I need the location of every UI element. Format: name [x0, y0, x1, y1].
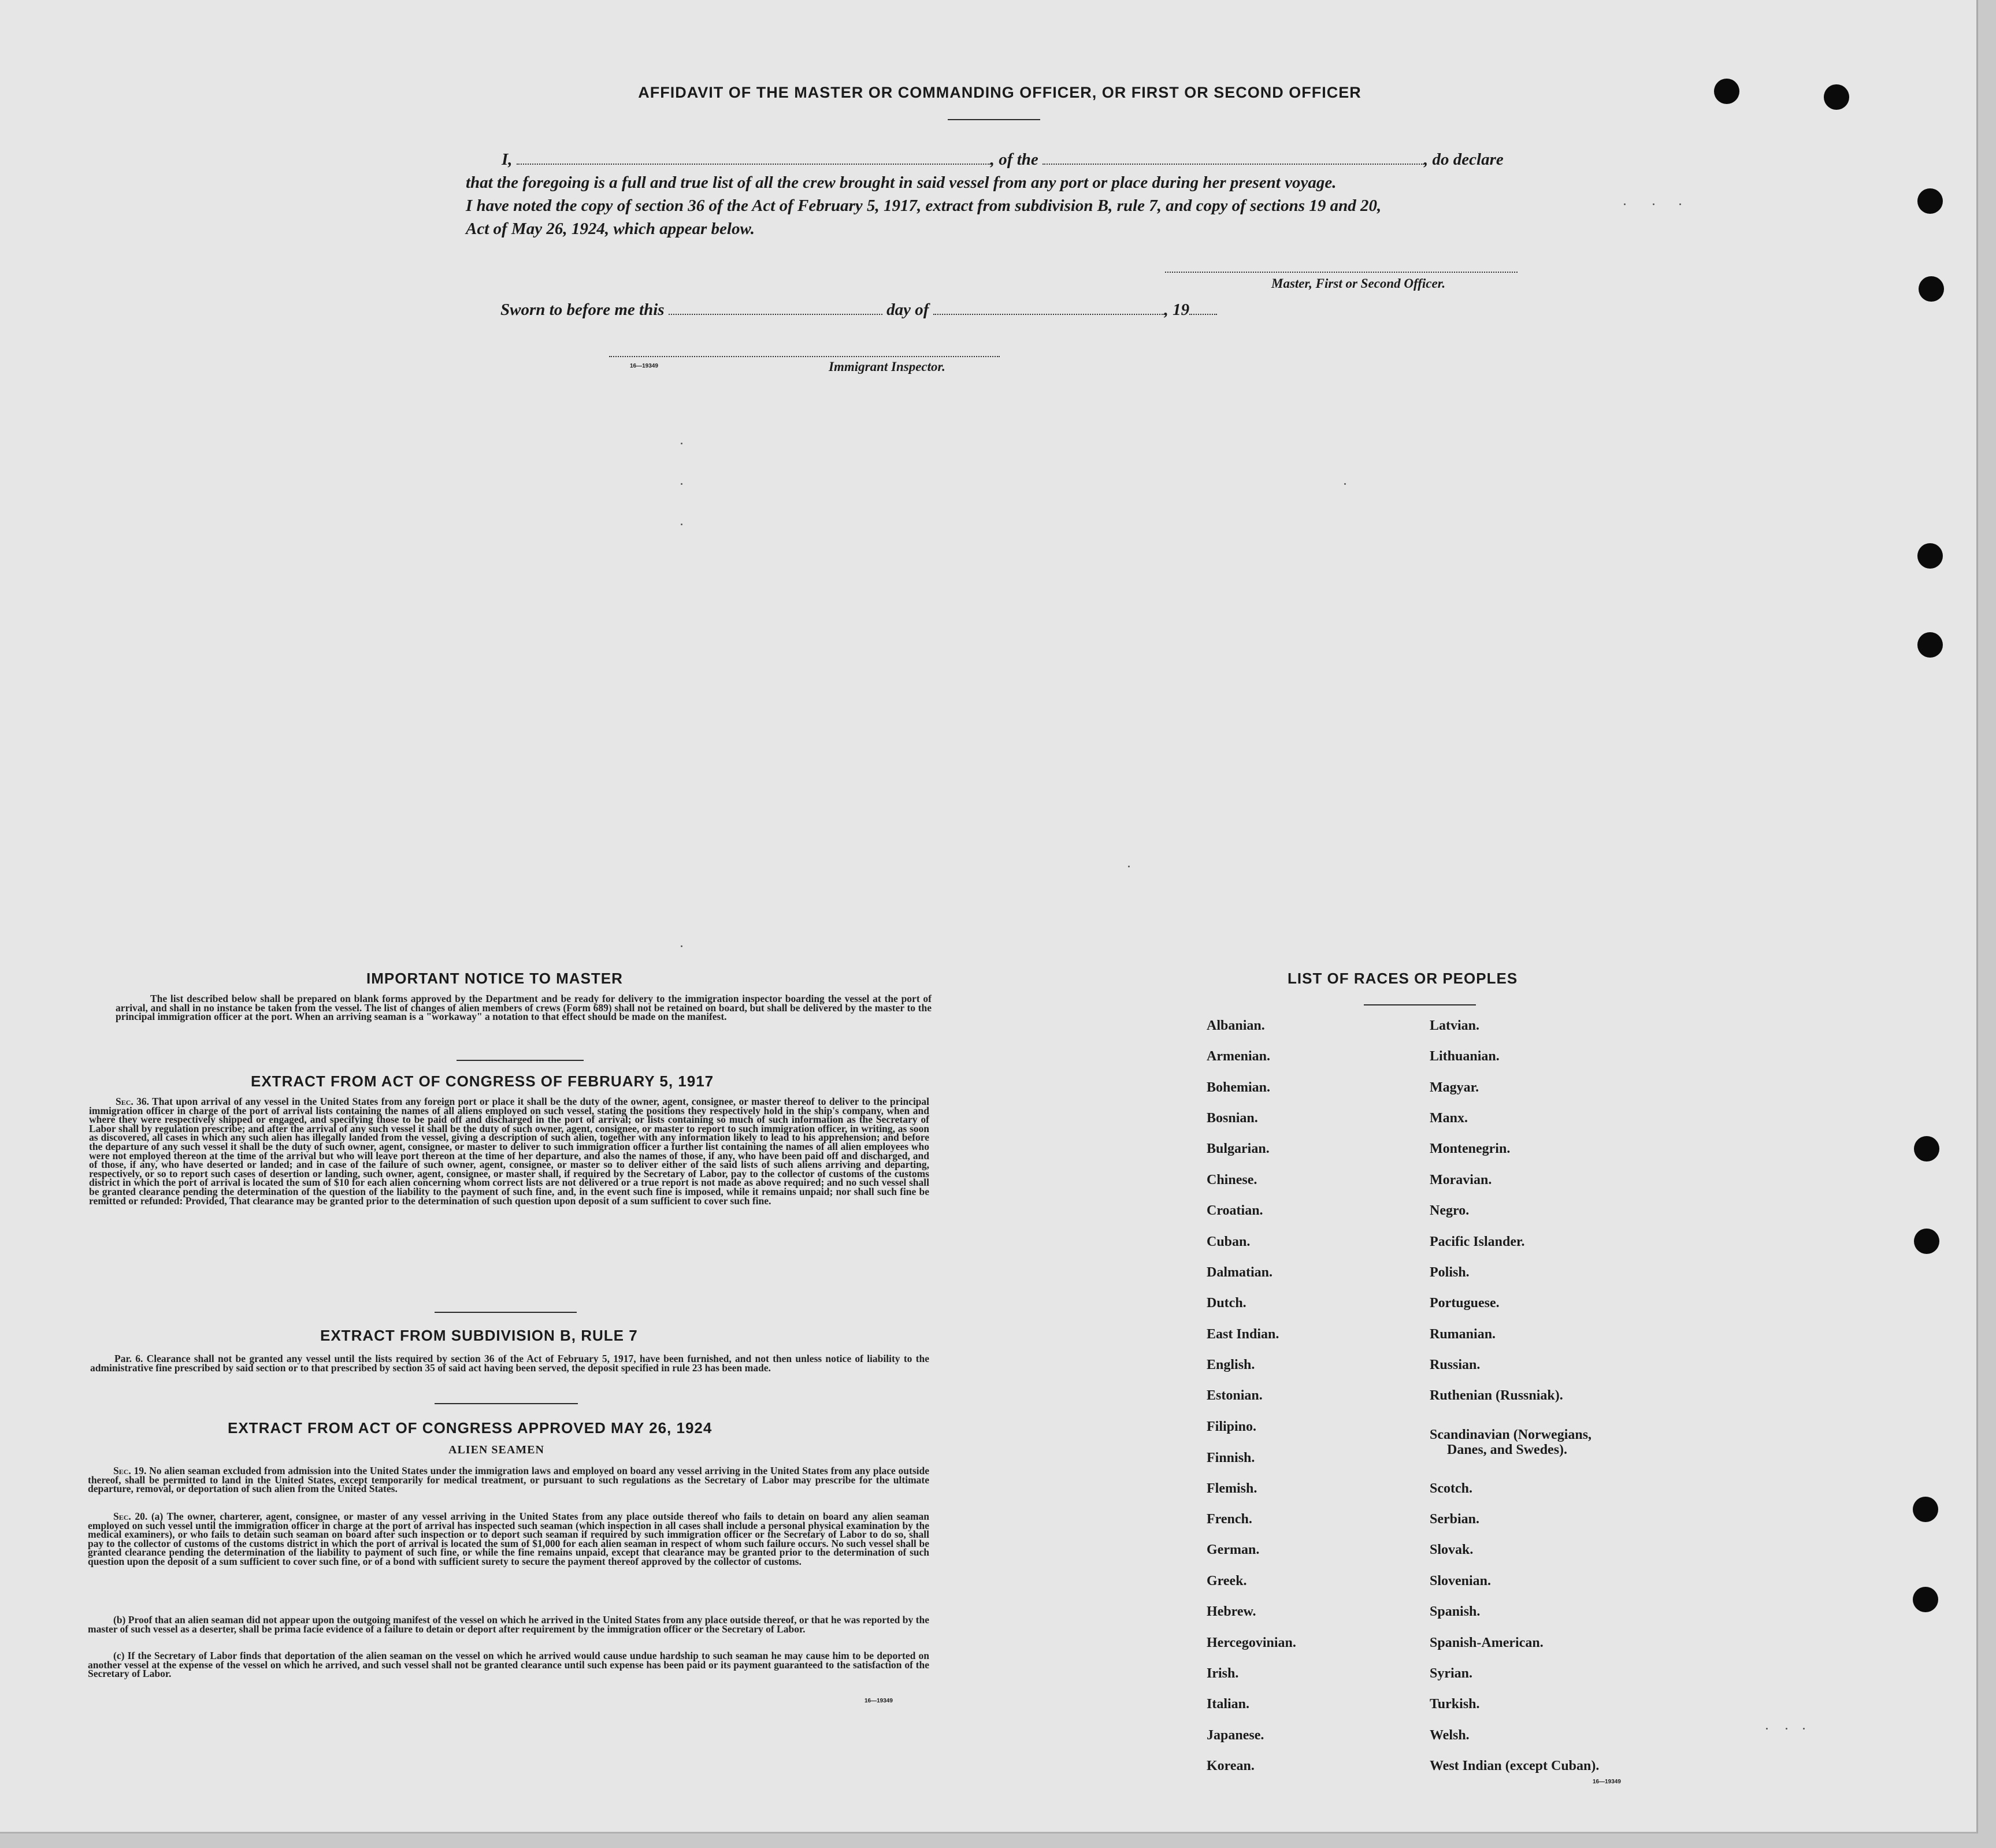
race-item: Negro.: [1430, 1203, 1470, 1218]
race-item: Scotch.: [1430, 1481, 1472, 1496]
race-item: Manx.: [1430, 1111, 1468, 1126]
sec-19-label: Sec. 19.: [113, 1465, 147, 1476]
race-item: Latvian.: [1430, 1018, 1480, 1033]
race-item: Albanian.: [1207, 1018, 1265, 1033]
race-item: Bulgarian.: [1207, 1141, 1270, 1156]
form-number: 16—19349: [865, 1698, 893, 1704]
race-item: Greek.: [1207, 1574, 1247, 1589]
race-item: Bosnian.: [1207, 1111, 1258, 1126]
punch-hole: [1917, 543, 1943, 569]
affidavit-line-3: I have noted the copy of section 36 of the Act of February 5, 1917, extract from subdivision B, rule 7, and copy of sections 19 and 20,: [466, 196, 1382, 215]
race-item: West Indian (except Cuban).: [1430, 1758, 1600, 1773]
race-item: Magyar.: [1430, 1080, 1479, 1095]
race-item: Slovak.: [1430, 1542, 1474, 1557]
day-of-label: day of: [886, 300, 929, 319]
punch-hole: [1913, 1587, 1938, 1612]
extract-1917-body: [89, 1097, 929, 1205]
of-the-label: , of the: [990, 150, 1038, 169]
form-number: 16—19349: [1593, 1779, 1621, 1785]
race-item: French.: [1207, 1512, 1252, 1527]
punch-hole: [1914, 1136, 1939, 1162]
year-label: , 19: [1164, 300, 1190, 319]
extract-1924-title: EXTRACT FROM ACT OF CONGRESS APPROVED MAY 26, 1924: [228, 1419, 713, 1437]
speck: [1344, 483, 1346, 485]
section-rule: [435, 1312, 577, 1313]
speck: [1766, 1728, 1768, 1730]
vessel-name-blank[interactable]: [1042, 152, 1424, 165]
race-item: Portuguese.: [1430, 1296, 1500, 1311]
extract-1917-title: EXTRACT FROM ACT OF CONGRESS OF FEBRUARY 5, 1917: [251, 1073, 714, 1090]
sec-20-label: Sec. 20.: [113, 1511, 148, 1522]
signature-label: Master, First or Second Officer.: [1271, 276, 1446, 291]
speck: [1786, 1728, 1787, 1730]
rule7-title: EXTRACT FROM SUBDIVISION B, RULE 7: [320, 1327, 638, 1344]
master-name-blank[interactable]: [517, 152, 990, 165]
race-item: Korean.: [1207, 1758, 1255, 1773]
sworn-line: [500, 300, 1217, 320]
speck: [1653, 203, 1654, 205]
year-blank[interactable]: [1189, 302, 1217, 315]
punch-hole: [1917, 632, 1943, 658]
race-item: Ruthenian (Russniak).: [1430, 1388, 1563, 1403]
sec-36-text: That upon arrival of any vessel in the United States from any foreign port or place it shall be the duty of the owner, agent, consignee, or master thereof to deliver to the principal immigration officer in charge of the port of arrival lists containing the names of all aliens employed on such vessel, stating the positions they respectively hold in the ship's company, when and where they were respectively shipped or engaged, and specifying those to be paid off and discharged in the port of arrival; or lists containing so much of such information as the Secretary of Labor shall by regulation prescribe; and after the arrival of any such vessel it shall be the duty of such owner, agent, consignee, or master to report to such immigration officer, in writing, as soon as discovered, all cases in which any such alien has illegally landed from the vessel, giving a description of such alien, together with any information likely to lead to his apprehension; and before the departure of any such vessel it shall be the duty of such owner, agent, consignee, or master to deliver to such immigration officer a further list containing the names of all alien employees who were not employed thereon at the time of the arrival but who will leave port thereon at the time of her departure, and also the names of those, if any, who have been paid off and discharged, and of those, if any, who have deserted or landed; and in case of the failure of such owner, agent, consignee, or master so to deliver either of the said lists of such aliens arriving and departing, respectively, or so to report such cases of desertion or landing, such owner, agent, consignee, or master shall, if required by the Secretary of Labor, pay to the collector of customs of the customs district in which the port of arrival is located the sum of $10 for each alien concerning whom correct lists are not delivered or a true report is not made as above required; and no such vessel shall be granted clearance pending the determination of the question of the liability to the payment of such fine, and, in the event such fine is imposed, while it remains unpaid; nor shall such fine be remitted or refunded: Provided, That clearance may be granted prior to the determination of such question upon deposit of a sum sufficient to cover such fine.: [89, 1096, 930, 1207]
do-declare-label: , do declare: [1424, 150, 1504, 169]
speck: [1624, 203, 1626, 205]
punch-hole: [1913, 1497, 1938, 1522]
race-item: East Indian.: [1207, 1327, 1279, 1342]
section-rule: [435, 1403, 578, 1404]
race-item: Croatian.: [1207, 1203, 1263, 1218]
punch-hole: [1917, 188, 1943, 214]
race-item: Russian.: [1430, 1357, 1481, 1372]
i-label: I,: [502, 150, 513, 169]
race-item: Filipino.: [1207, 1419, 1257, 1434]
race-item: Scandinavian (Norwegians,: [1430, 1427, 1592, 1442]
notice-title: IMPORTANT NOTICE TO MASTER: [366, 970, 623, 987]
races-title: LIST OF RACES OR PEOPLES: [1288, 970, 1518, 987]
speck: [681, 945, 682, 947]
race-item: Bohemian.: [1207, 1080, 1271, 1095]
race-item: Polish.: [1430, 1265, 1470, 1280]
form-number: 16—19349: [630, 363, 658, 369]
sworn-label: Sworn to before me this: [500, 300, 665, 319]
race-item: Cuban.: [1207, 1234, 1251, 1249]
title-rule: [948, 119, 1040, 120]
race-item: Welsh.: [1430, 1728, 1470, 1743]
race-item: Dutch.: [1207, 1296, 1246, 1311]
race-item: Serbian.: [1430, 1512, 1480, 1527]
race-item: Pacific Islander.: [1430, 1234, 1525, 1249]
sec19-body: [88, 1467, 929, 1494]
race-item: Flemish.: [1207, 1481, 1257, 1496]
race-item: Armenian.: [1207, 1049, 1270, 1064]
speck: [681, 524, 682, 525]
signature-line[interactable]: [1165, 272, 1518, 273]
punch-hole: [1714, 79, 1739, 104]
race-item: Moravian.: [1430, 1172, 1492, 1188]
day-blank[interactable]: [669, 302, 882, 315]
affidavit-line-1: [502, 150, 1504, 169]
sec20a-body: [88, 1512, 929, 1567]
rule7-body: Par. 6. Clearance shall not be granted any vessel until the lists required by section 36 of the Act of February 5, 1917, have been furnished, and not then unless notice of liability to the administrative fine prescribed by said section or to that prescribed by section 35 of said act having been served, the deposit specified in rule 23 has been made.: [90, 1353, 929, 1374]
race-item: Japanese.: [1207, 1728, 1264, 1743]
race-item: Irish.: [1207, 1666, 1239, 1681]
alien-seamen-subhead: ALIEN SEAMEN: [448, 1443, 544, 1456]
sec-36-label: Sec. 36.: [116, 1096, 149, 1107]
section-rule: [457, 1060, 584, 1061]
race-item: Slovenian.: [1430, 1574, 1492, 1589]
race-item: Turkish.: [1430, 1697, 1480, 1712]
race-scandinavian-cont: Danes, and Swedes).: [1447, 1442, 1568, 1457]
race-item: Italian.: [1207, 1697, 1250, 1712]
race-item: Hebrew.: [1207, 1604, 1256, 1619]
race-item: Chinese.: [1207, 1172, 1257, 1188]
sec-19-text: No alien seaman excluded from admission into the United States under the immigration laws and employed on board any vessel arriving in the United States from any place outside thereof, shall be permitted to land in the United States, except temporarily for medical treatment, or pursuant to such regulations as the Secretary of Labor may prescribe for the ultimate departure, removal, or deportation of such alien from the United States.: [88, 1465, 929, 1495]
race-item: Dalmatian.: [1207, 1265, 1272, 1280]
sec20b-body: (b) Proof that an alien seaman did not appear upon the outgoing manifest of the vessel on which he arrived in the United States from any place outside thereof, or that he was reported by the master of such vessel as a deserter, shall be prima facie evidence of a failure to detain or deport after requirement by the immigration officer or the Secretary of Labor.: [88, 1614, 929, 1635]
race-item: Spanish-American.: [1430, 1635, 1544, 1650]
race-item: Finnish.: [1207, 1450, 1255, 1465]
punch-hole: [1919, 276, 1944, 302]
race-item: Rumanian.: [1430, 1327, 1496, 1342]
month-blank[interactable]: [933, 302, 1164, 315]
affidavit-line-4: Act of May 26, 1924, which appear below.: [466, 220, 755, 238]
race-item: German.: [1207, 1542, 1260, 1557]
speck: [1803, 1728, 1805, 1730]
inspector-line[interactable]: [609, 356, 1000, 357]
race-item: Montenegrin.: [1430, 1141, 1511, 1156]
punch-hole: [1824, 84, 1849, 110]
affidavit-title: AFFIDAVIT OF THE MASTER OR COMMANDING OFFICER, OR FIRST OR SECOND OFFICER: [638, 84, 1361, 101]
speck: [681, 443, 682, 444]
sec-20a-text: (a) The owner, charterer, agent, consignee, or master of any vessel arriving in the United States from any place outside thereof who fails to detain on board any alien seaman employed on such vessel until the immigration officer in charge at the port of arrival has inspected such seaman (which inspection in all cases shall include a personal physical examination by the medical examiners), or who fails to detain such seaman on board after such inspection or to deport such seaman if required by such immigration officer or the Secretary of Labor to do so, shall pay to the collector of customs of the customs district in which the port of arrival is located the sum of $1,000 for each alien seaman in respect of whom such failure occurs. No such vessel shall be granted clearance pending the determination of the liability to payment of such fine, or while the fine remains unpaid, except that clearance may be granted prior to the determination of such question upon the deposit of a sum sufficient to cover such fine, or of a bond with sufficient surety to secure the payment thereof approved by the collector of customs.: [88, 1511, 930, 1567]
race-item: Spanish.: [1430, 1604, 1481, 1619]
sec20c-body: (c) If the Secretary of Labor finds that deportation of the alien seaman on the vessel on which he arrived would cause undue hardship to such seaman he may cause him to be deported on another vessel at the expense of the vessel on which he arrived, and such vessel shall not be granted clearance until such expense has been paid or its payment guaranteed to the satisfaction of the Secretary of Labor.: [88, 1650, 929, 1680]
notice-body: The list described below shall be prepared on blank forms approved by the Department and be ready for delivery to the immigration inspector boarding the vessel at the port of arrival, and shall in no instance be taken from the vessel. The list of changes of alien members of crews (Form 689) shall not be retained on board, but shall be delivered by the master to the principal immigration officer at the port. When an arriving seaman is a "workaway" a notation to that effect should be made on the manifest.: [116, 993, 932, 1023]
speck: [1128, 866, 1130, 867]
races-title-rule: [1364, 1004, 1476, 1005]
speck: [681, 483, 682, 485]
race-item: Syrian.: [1430, 1666, 1473, 1681]
affidavit-line-2: that the foregoing is a full and true list of all the crew brought in said vessel from any port or place during her present voyage.: [466, 173, 1337, 192]
speck: [1679, 203, 1681, 205]
inspector-label: Immigrant Inspector.: [829, 359, 945, 374]
race-item: Hercegovinian.: [1207, 1635, 1296, 1650]
race-item: Estonian.: [1207, 1388, 1263, 1403]
race-item: Lithuanian.: [1430, 1049, 1500, 1064]
punch-hole: [1914, 1229, 1939, 1254]
race-item: English.: [1207, 1357, 1255, 1372]
